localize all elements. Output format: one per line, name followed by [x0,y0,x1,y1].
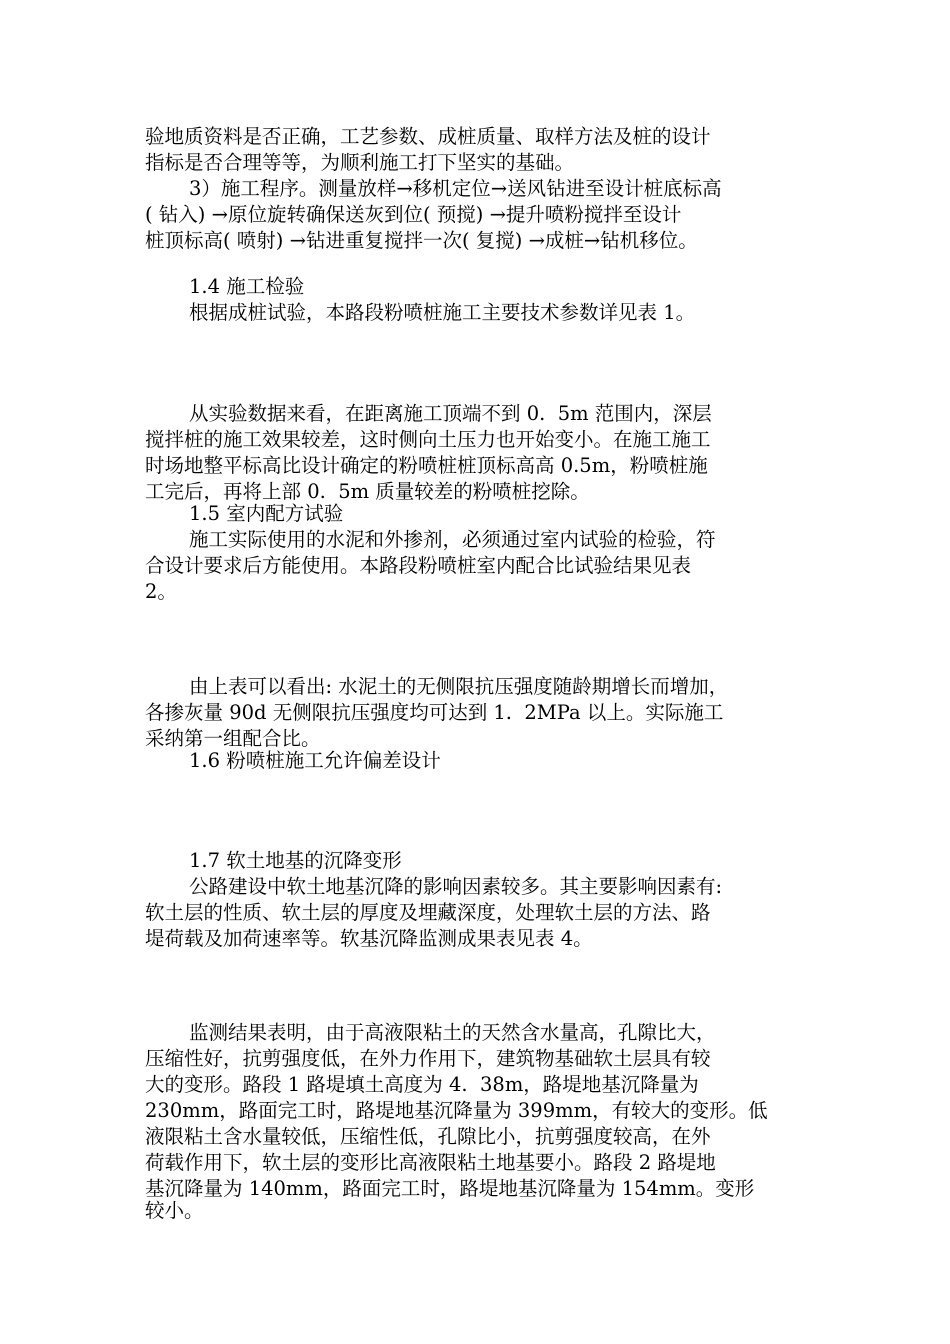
text-line: 基沉降量为 140mm，路面完工时，路堤地基沉降量为 154mm。变形 [145,1177,755,1200]
section-heading: 1.7 软土地基的沉降变形 [189,849,402,872]
text-line: 时场地整平标高比设计确定的粉喷桩桩顶标高高 0.5m，粉喷桩施 [145,454,708,477]
text-line: 由上表可以看出: 水泥土的无侧限抗压强度随龄期增长而增加， [189,675,729,698]
text-line: 软土层的性质、软土层的厚度及埋藏深度，处理软土层的方法、路 [145,901,711,924]
text-line: 各掺灰量 90d 无侧限抗压强度均可达到 1. 2MPa 以上。实际施工 [145,701,724,724]
text-line: 施工实际使用的水泥和外掺剂，必须通过室内试验的检验，符 [189,528,716,551]
text-line: 监测结果表明，由于高液限粘土的天然含水量高，孔隙比大， [189,1021,716,1044]
text-line: 从实验数据来看，在距离施工顶端不到 0. 5m 范围内，深层 [189,402,712,425]
text-line: 搅拌桩的施工效果较差，这时侧向土压力也开始变小。在施工施工 [145,428,711,451]
text-line: 堤荷载及加荷速率等。软基沉降监测成果表见表 4。 [145,927,593,950]
text-line: 液限粘土含水量较低，压缩性低，孔隙比小，抗剪强度较高，在外 [145,1125,711,1148]
text-line: 工完后，再将上部 0. 5m 质量较差的粉喷桩挖除。 [145,480,590,503]
text-line: 230mm，路面完工时，路堤地基沉降量为 399mm，有较大的变形。低 [145,1099,768,1122]
text-line: 合设计要求后方能使用。本路段粉喷桩室内配合比试验结果见表 [145,554,692,577]
text-line: 2。 [145,580,177,603]
text-line: 采纳第一组配合比。 [145,727,321,750]
section-heading: 1.6 粉喷桩施工允许偏差设计 [189,749,441,772]
text-line: 3）施工程序。测量放样→移机定位→送风钻进至设计桩底标高 [189,177,722,200]
text-line: 根据成桩试验，本路段粉喷桩施工主要技术参数详见表 1。 [189,301,696,324]
text-line: 公路建设中软土地基沉降的影响因素较多。其主要影响因素有: [189,875,723,898]
text-line: 指标是否合理等等，为顺利施工打下坚实的基础。 [145,151,575,174]
section-heading: 1.4 施工检验 [189,275,305,298]
text-line: ( 钻入) →原位旋转确保送灰到位( 预搅) →提升喷粉搅拌至设计 [145,203,682,226]
text-line: 较小。 [145,1199,204,1222]
text-line: 压缩性好，抗剪强度低，在外力作用下，建筑物基础软土层具有较 [145,1047,711,1070]
text-line: 验地质资料是否正确，工艺参数、成桩质量、取样方法及桩的设计 [145,125,711,148]
text-line: 大的变形。路段 1 路堤填土高度为 4. 38m，路堤地基沉降量为 [145,1073,699,1096]
text-line: 荷载作用下，软土层的变形比高液限粘土地基要小。路段 2 路堤地 [145,1151,716,1174]
text-line: 桩顶标高( 喷射) →钻进重复搅拌一次( 复搅) →成桩→钻机移位。 [145,229,698,252]
section-heading: 1.5 室内配方试验 [189,502,344,525]
